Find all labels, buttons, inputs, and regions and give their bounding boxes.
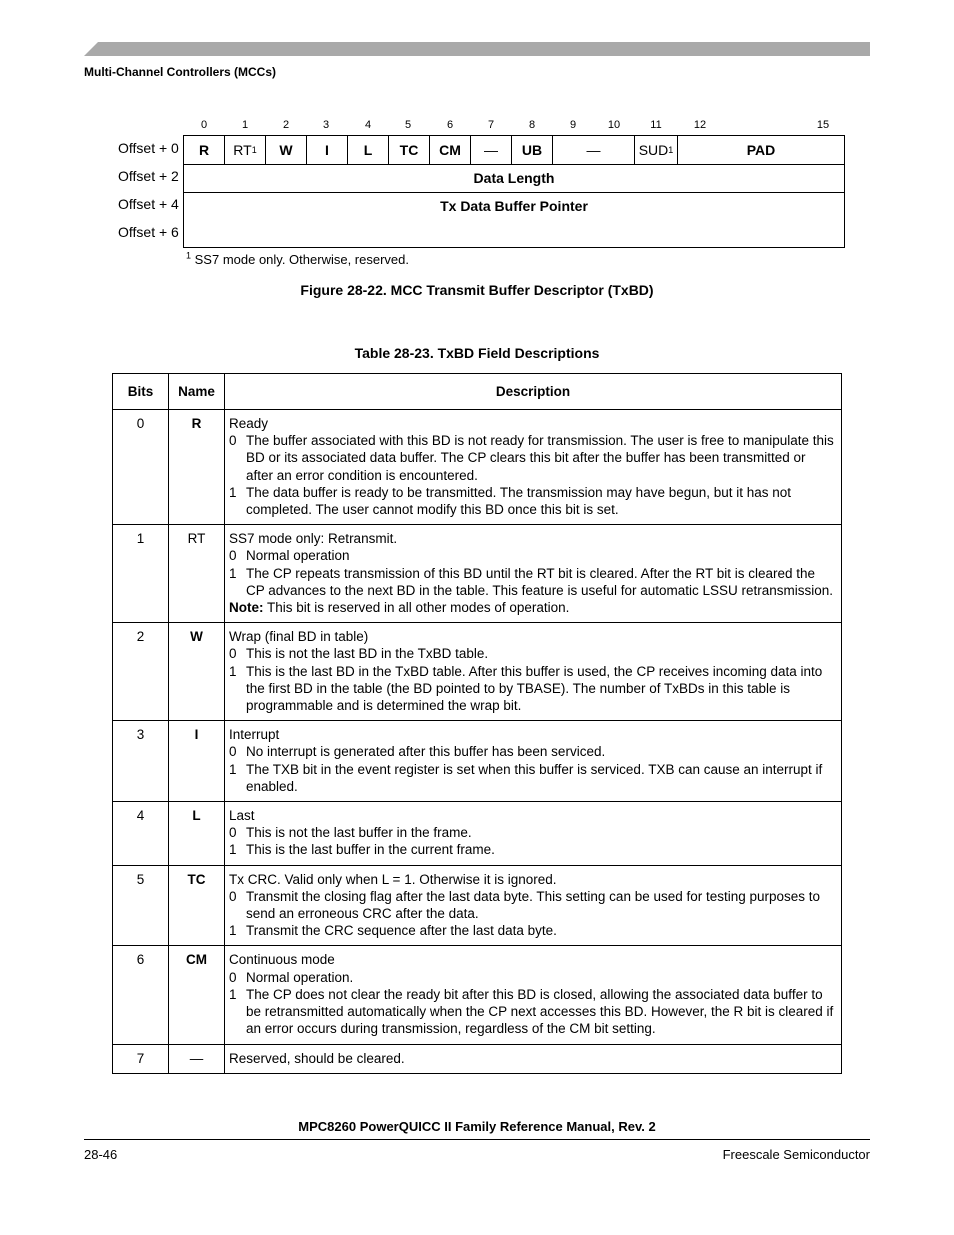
offset-label: Offset + 6 [118, 224, 179, 240]
cell-description [225, 946, 842, 1044]
cell-name: W [169, 623, 225, 721]
option-value: 1 [229, 986, 237, 1002]
option-item [229, 663, 835, 715]
cell-name: L [169, 802, 225, 866]
field-reserved-7: — [471, 136, 512, 164]
bit-number: 2 [282, 119, 290, 131]
cell-bits: 1 [113, 525, 169, 623]
cell-name: CM [169, 946, 225, 1044]
option-text: This is not the last buffer in the frame. [246, 825, 472, 841]
description-title: Ready [229, 416, 269, 431]
option-item [229, 645, 835, 662]
cell-bits: 6 [113, 946, 169, 1044]
column-header-name: Name [169, 374, 225, 410]
option-value: 1 [229, 565, 237, 581]
bit-number: 15 [816, 119, 830, 131]
field-sud-label: SUD [638, 142, 669, 158]
option-item [229, 565, 835, 599]
bit-number: 5 [404, 119, 412, 131]
option-item [229, 824, 835, 841]
bit-number: 0 [200, 119, 208, 131]
txbd-field-table [112, 373, 842, 1074]
cell-description [225, 525, 842, 623]
cell-bits: 3 [113, 721, 169, 802]
column-header-description: Description [225, 374, 842, 410]
cell-name: TC [169, 865, 225, 946]
tx-data-buffer-pointer-field: Tx Data Buffer Pointer [440, 198, 588, 214]
option-value: 0 [229, 433, 237, 449]
cell-bits: 7 [113, 1044, 169, 1073]
field-sud: SUD 1 [635, 136, 678, 164]
page-number: 28-46 [84, 1147, 118, 1162]
field-w: W [266, 136, 307, 164]
option-text: This is not the last BD in the TxBD table. [246, 646, 489, 662]
option-item [229, 432, 835, 484]
option-text: Normal operation. [246, 969, 354, 985]
bit-number: 7 [487, 119, 495, 131]
option-text: The CP does not clear the ready bit after this BD is closed, allowing the associated data buffer to be retransmitted automatically when the CP next accesses this BD. However, the R bit is cleared if an error occurs during transmission, regardless of the CM bit setting. [246, 986, 834, 1037]
bit-number: 8 [528, 119, 536, 131]
cell-description [225, 623, 842, 721]
field-pad: PAD [746, 142, 776, 158]
option-value: 1 [229, 923, 237, 939]
cell-description [225, 1044, 842, 1073]
option-item [229, 484, 835, 518]
bit-number: 6 [446, 119, 454, 131]
footer-divider [84, 1139, 870, 1140]
description-title: Reserved, should be cleared. [229, 1050, 405, 1066]
data-length-field: Data Length [184, 164, 844, 193]
description-title: Tx CRC. Valid only when L = 1. Otherwise it is ignored. [229, 871, 557, 887]
table-row [113, 802, 842, 866]
status-word-row [184, 136, 844, 165]
table-row [113, 525, 842, 623]
txbd-register-diagram [183, 135, 845, 248]
bit-number: 10 [607, 119, 621, 131]
option-value: 1 [229, 663, 237, 679]
description-title: SS7 mode only: Retransmit. [229, 531, 398, 547]
option-text: No interrupt is generated after this buffer has been serviced. [246, 744, 606, 760]
option-text: This is the last buffer in the current frame. [246, 842, 495, 858]
section-header: Multi-Channel Controllers (MCCs) [84, 65, 276, 79]
offset-label: Offset + 0 [118, 140, 179, 156]
bit-number: 4 [364, 119, 372, 131]
table-row [113, 623, 842, 721]
option-value: 0 [229, 888, 237, 904]
cell-description [225, 410, 842, 525]
cell-description [225, 865, 842, 946]
cell-bits: 4 [113, 802, 169, 866]
figure-footnote [186, 252, 409, 267]
option-item [229, 986, 835, 1038]
option-text: Transmit the CRC sequence after the last data byte. [246, 923, 557, 939]
description-title: Wrap (final BD in table) [229, 629, 369, 645]
field-rt-label: RT [233, 142, 252, 158]
option-item [229, 761, 835, 795]
cell-name: — [169, 1044, 225, 1073]
cell-name: RT [169, 525, 225, 623]
header-decor-bar [84, 42, 870, 56]
cell-bits: 2 [113, 623, 169, 721]
note-text: This bit is reserved in all other modes of operation. [263, 600, 570, 616]
company-name: Freescale Semiconductor [722, 1147, 870, 1162]
footer-title: MPC8260 PowerQUICC II Family Reference Manual, Rev. 2 [298, 1119, 656, 1134]
field-l: L [348, 136, 389, 164]
table-header-row [113, 374, 842, 410]
bit-number: 1 [241, 119, 249, 131]
cell-name: R [169, 410, 225, 525]
table-row [113, 946, 842, 1044]
column-header-bits: Bits [113, 374, 169, 410]
cell-description [225, 802, 842, 866]
description-note [229, 599, 835, 616]
description-title: Last [229, 808, 255, 824]
option-item [229, 969, 835, 986]
option-text: Normal operation [246, 548, 350, 564]
option-text: The buffer associated with this BD is not ready for transmission. The user is free to manipulate this BD or its associated data buffer. The CP clears this bit after the buffer has been transmitted or after an error condition is encountered. [246, 433, 834, 483]
cell-description [225, 721, 842, 802]
footnote-mark: 1 [186, 250, 192, 261]
option-value: 0 [229, 548, 237, 564]
field-tc: TC [389, 136, 430, 164]
option-value: 1 [229, 484, 237, 500]
cell-bits: 5 [113, 865, 169, 946]
field-rt: RT 1 [225, 136, 266, 164]
table-caption: Table 28-23. TxBD Field Descriptions [354, 345, 600, 361]
option-text: Transmit the closing flag after the last data byte. This setting can be used for testing purposes to send an erroneous CRC after the data. [246, 888, 821, 922]
bit-number: 12 [693, 119, 707, 131]
offset-label: Offset + 2 [118, 168, 179, 184]
footnote-text: SS7 mode only. Otherwise, reserved. [194, 252, 409, 267]
option-value: 1 [229, 842, 237, 858]
option-text: The data buffer is ready to be transmitted. The transmission may have begun, but it has not completed. The user cannot modify this BD once this bit is set. [246, 484, 792, 518]
option-item [229, 922, 835, 939]
description-title: Continuous mode [229, 952, 335, 968]
option-item [229, 743, 835, 760]
bit-number: 3 [322, 119, 330, 131]
table-row [113, 1044, 842, 1073]
field-ub: UB [512, 136, 553, 164]
cell-bits: 0 [113, 410, 169, 525]
field-cm: CM [430, 136, 471, 164]
option-value: 0 [229, 744, 237, 760]
field-i: I [307, 136, 348, 164]
option-value: 0 [229, 969, 237, 985]
option-item [229, 841, 835, 858]
table-row [113, 721, 842, 802]
option-value: 0 [229, 646, 237, 662]
bit-number: 11 [650, 119, 662, 131]
field-reserved-9-10: — [553, 136, 635, 164]
option-text: The CP repeats transmission of this BD until the RT bit is cleared. After the RT bit is cleared the CP advances to the next BD in the table. This feature is useful for automatic LSSU retransmission. [246, 565, 834, 598]
figure-caption: Figure 28-22. MCC Transmit Buffer Descriptor (TxBD) [300, 282, 654, 298]
bit-number: 9 [569, 119, 577, 131]
option-item [229, 888, 835, 922]
option-value: 1 [229, 761, 237, 777]
cell-name: I [169, 721, 225, 802]
table-row [113, 410, 842, 525]
field-r: R [184, 136, 225, 164]
table-row [113, 865, 842, 946]
option-item [229, 547, 835, 564]
offset-label: Offset + 4 [118, 196, 179, 212]
description-title: Interrupt [229, 727, 280, 743]
option-value: 0 [229, 825, 237, 841]
option-text: The TXB bit in the event register is set when this buffer is serviced. TXB can cause an interrupt if enabled. [246, 761, 823, 794]
option-text: This is the last BD in the TxBD table. After this buffer is used, the CP receives incoming data into the first BD in the table (the BD pointed to by TBASE). The number of TxBDs in this table is programmable and is determined the wrap bit. [246, 663, 823, 714]
note-label: Note: [229, 600, 264, 616]
